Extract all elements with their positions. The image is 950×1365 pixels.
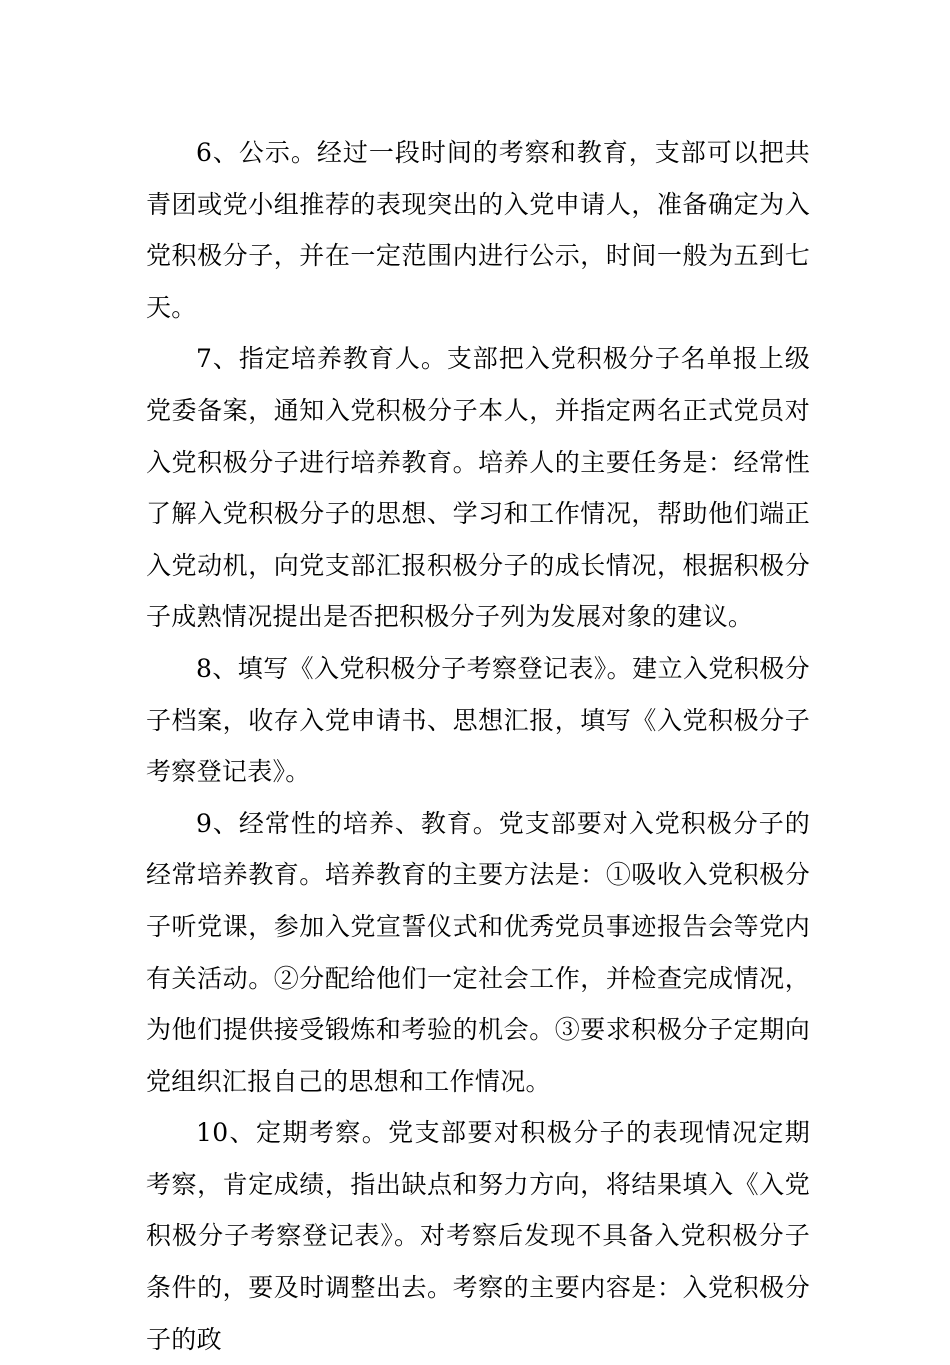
paragraph-step-7: 7、指定培养教育人。支部把入党积极分子名单报上级党委备案，通知入党积极分子本人，并指定两名正式党员对入党积极分子进行培养教育。培养人的主要任务是：经常性了解入党积极分子的思想、学习和工作情况，帮助他们端正入党动机，向党支部汇报积极分子的成长情况，根据积极分子成熟情况提出是否把积极分子列为发展对象的建议。: [146, 344, 810, 632]
paragraph-step-10: 10、定期考察。党支部要对积极分子的表现情况定期考察，肯定成绩，指出缺点和努力方向，将结果填入《入党积极分子考察登记表》。对考察后发现不具备入党积极分子条件的，要及时调整出去。考察的主要内容是：入党积极分子的政: [146, 1118, 810, 1354]
paragraph-step-8: 8、填写《入党积极分子考察登记表》。建立入党积极分子档案，收存入党申请书、思想汇报，填写《入党积极分子考察登记表》。: [146, 653, 810, 787]
paragraph-step-9: 9、经常性的培养、教育。党支部要对入党积极分子的经常培养教育。培养教育的主要方法是：①吸收入党积极分子听党课，参加入党宣誓仪式和优秀党员事迹报告会等党内有关活动。②分配给他们一定社会工作，并检查完成情况，为他们提供接受锻炼和考验的机会。③要求积极分子定期向党组织汇报自己的思想和工作情况。: [146, 808, 810, 1096]
paragraph-step-6: 6、公示。经过一段时间的考察和教育，支部可以把共青团或党小组推荐的表现突出的入党申请人，准备确定为入党积极分子，并在一定范围内进行公示，时间一般为五到七天。: [146, 138, 810, 322]
document-body: [146, 127, 810, 1365]
